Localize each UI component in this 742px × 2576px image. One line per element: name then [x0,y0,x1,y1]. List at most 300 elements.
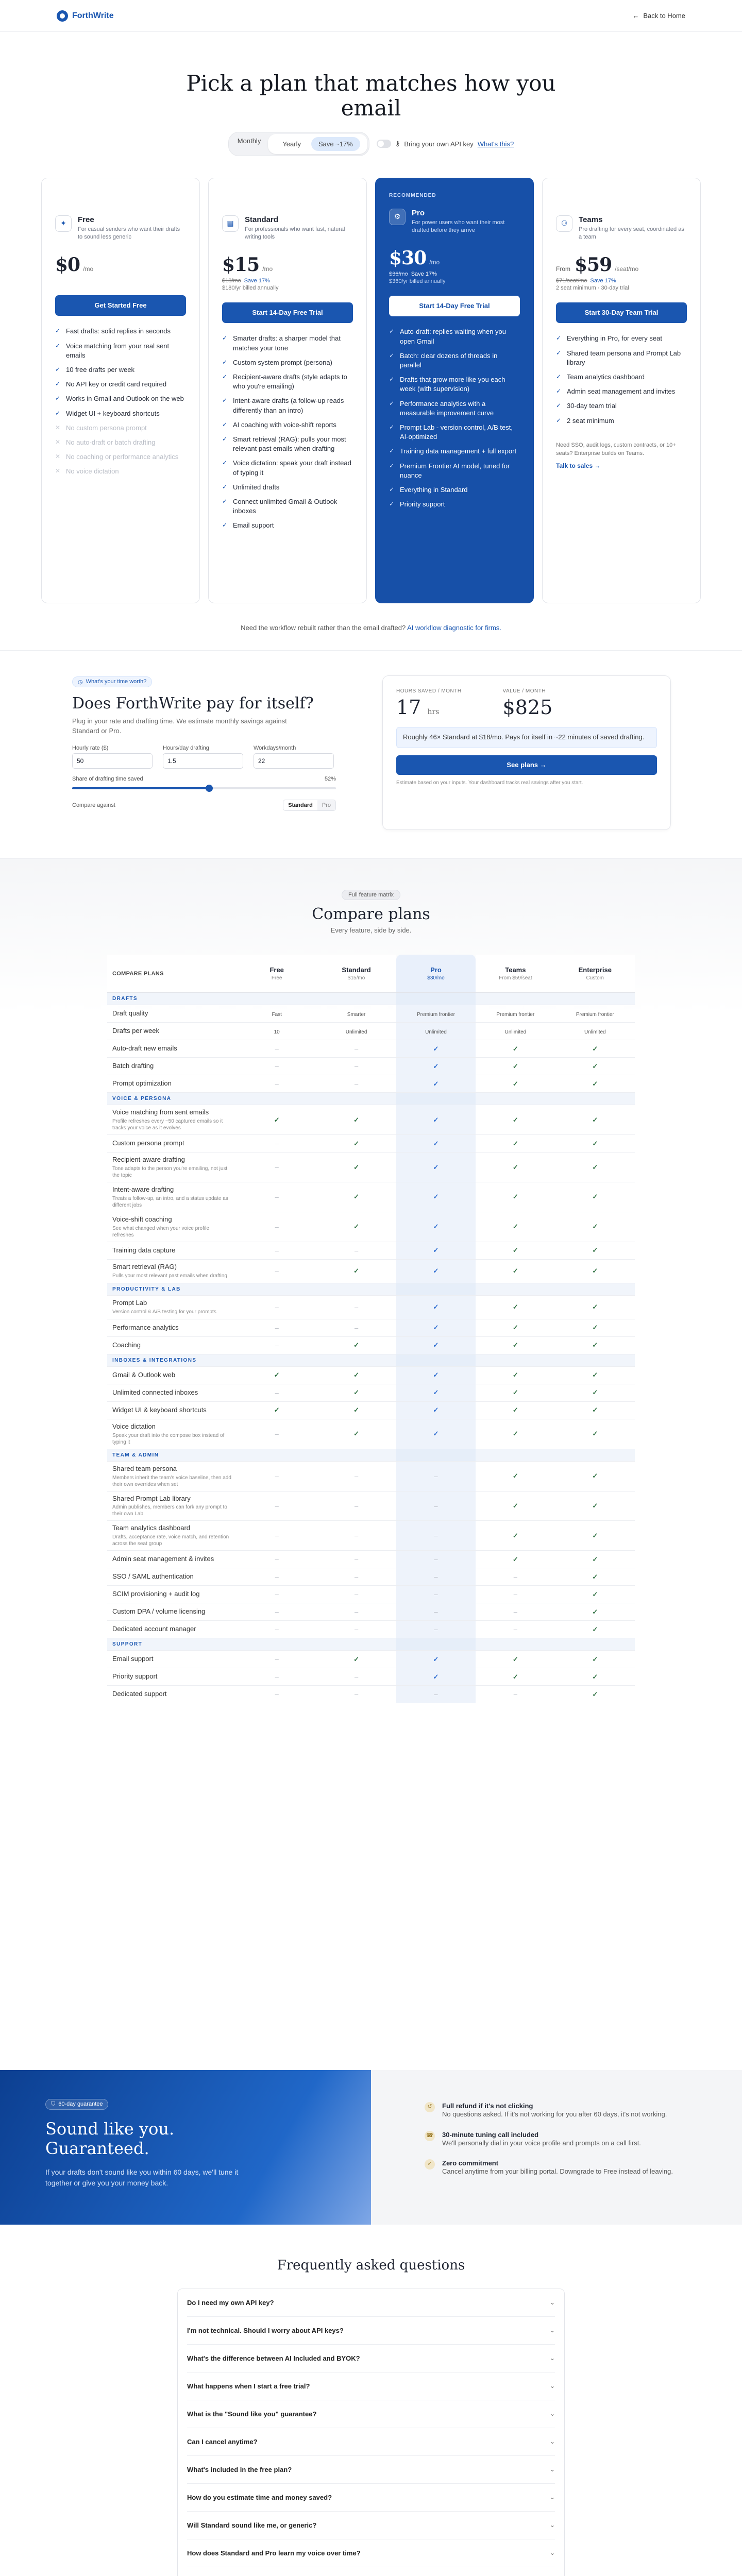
roi-field-label: Hourly rate ($) [72,745,109,752]
plan-cta-free[interactable]: Get Started Free [55,295,186,316]
talk-to-sales-link[interactable]: Talk to sales → [556,462,601,469]
roi-lead: Plug in your rate and drafting time. We estimate monthly savings against Standard or Pro. [72,717,287,735]
key-icon: ⚷ [395,140,400,148]
feature-item [389,420,520,444]
value-cell [555,1568,635,1586]
check-icon: ✓ [433,1163,439,1171]
value-cell [316,1568,396,1586]
faq-list [177,2289,565,2576]
plan-cards [0,178,742,603]
feature-name: Coaching [112,1341,141,1349]
hours-saved-stat [396,688,462,719]
feature-item [222,394,353,417]
value-cell [237,1075,316,1093]
check-icon: ✓ [512,1672,518,1681]
feature-name: Batch drafting [112,1062,154,1070]
dash-icon: – [275,1267,279,1275]
dash-icon: – [275,1303,279,1311]
value-cell [316,1182,396,1212]
faq-item[interactable] [187,2372,555,2400]
check-icon: ✓ [592,1625,598,1633]
value-cell [316,1366,396,1384]
dash-icon: – [275,1140,279,1148]
value-cell [476,1568,555,1586]
feature-item [389,372,520,396]
dash-icon: – [354,1590,359,1599]
faq-item[interactable] [187,2567,555,2576]
value-cell [316,1651,396,1668]
feature-name: Custom DPA / volume licensing [112,1607,206,1616]
feature-description: Tone adapts to the person you're emailing, not just the topic [112,1166,228,1179]
category-cell [237,1093,316,1105]
value-cell [396,1212,476,1242]
plan-name: Pro [412,208,425,217]
value-cell [555,1319,635,1336]
category-cell [316,1449,396,1461]
feature-text: 2 seat minimum [567,416,614,425]
feature-text: Premium Frontier AI model, tuned for nuance [400,462,510,479]
chevron-down-icon: ⌄ [549,2327,555,2334]
check-icon: ✓ [592,1371,598,1379]
dash-icon: – [275,1590,279,1599]
dash-icon: – [275,1193,279,1201]
feature-item [556,399,687,413]
table-row [107,1058,635,1075]
plan-card-pro [375,178,534,603]
check-icon: ✓ [353,1267,360,1275]
value-text: Smarter [347,1012,366,1018]
feature-name: Team analytics dashboard [112,1524,191,1532]
feature-cell [107,1023,237,1040]
x-icon: ✕ [55,438,61,446]
feature-text: No API key or credit card required [66,380,167,388]
faq-question: I'm not technical. Should I worry about API keys? [187,2326,344,2334]
byok-help-link[interactable]: What's this? [477,140,514,148]
feature-text: Connect unlimited Gmail & Outlook inboxes [233,497,338,515]
dash-icon: – [275,1430,279,1438]
check-icon: ✓ [592,1115,598,1124]
check-icon: ✓ [433,1406,439,1414]
dash-icon: – [434,1532,438,1540]
hours-saved-number: 17 [396,696,421,719]
feature-cell [107,1366,237,1384]
faq-question: What is the "Sound like you" guarantee? [187,2410,317,2418]
recommended-badge: RECOMMENDED [389,192,436,198]
check-icon: ✓ [222,521,228,529]
byok-switch[interactable] [377,140,391,148]
billing-toggle [228,132,369,156]
value-cell [555,1401,635,1419]
clock-icon: ◷ [78,679,83,685]
compare-col-name: Teams [505,966,526,974]
dash-icon: – [354,1045,359,1053]
value-cell [237,1568,316,1586]
price-compare [556,278,687,284]
value-text: Unlimited [504,1029,527,1036]
faq-item[interactable] [187,2289,555,2317]
category-cell [237,1449,316,1461]
check-icon: ✓ [512,1341,518,1349]
value-cell [316,1135,396,1153]
category-cell [237,1638,316,1651]
value-cell [555,1336,635,1354]
feature-item [389,497,520,512]
plan-title-block [245,215,353,241]
category-cell [476,1638,555,1651]
dash-icon: – [275,1625,279,1634]
feature-name: Dedicated support [112,1690,167,1698]
enterprise-note: Need SSO, audit logs, custom contracts, or 10+ seats? Enterprise builds on Teams. [556,442,676,456]
value-cell [555,1040,635,1058]
value-cell [396,1319,476,1336]
value-cell [555,1461,635,1491]
check-icon: ✓ [353,1139,360,1147]
table-row [107,1651,635,1668]
faq-item[interactable] [187,2539,555,2567]
value-cell [555,1551,635,1568]
hours-unit: hrs [427,707,440,716]
value-cell [396,1259,476,1283]
faq-question: How does Standard and Pro learn my voice over time? [187,2549,361,2557]
value-cell [237,1491,316,1521]
feature-name: Training data capture [112,1246,176,1254]
dash-icon: – [275,1223,279,1231]
value-cell [555,1686,635,1703]
plan-header [556,215,687,241]
value-cell [476,1401,555,1419]
dash-icon: – [275,1062,279,1071]
value-cell [316,1319,396,1336]
faq-item[interactable] [187,2428,555,2456]
value-cell [237,1295,316,1319]
feature-item [389,397,520,420]
roi-footnote: Estimate based on your inputs. Your dashboard tracks real savings after you start. [396,779,583,786]
value-cell [476,1336,555,1354]
category-cell [555,1093,635,1105]
value-cell [555,1366,635,1384]
table-row [107,1551,635,1568]
value-cell [316,1153,396,1182]
feature-cell [107,1259,237,1283]
value-cell [396,1336,476,1354]
faq-item[interactable] [187,2512,555,2539]
value-cell [316,1058,396,1075]
check-icon: ✓ [592,1502,598,1510]
check-icon: ✓ [592,1406,598,1414]
check-icon: ✓ [592,1388,598,1397]
feature-text: AI coaching with voice-shift reports [233,420,336,429]
value-cell [316,1603,396,1621]
feature-name: Prompt Lab [112,1299,147,1307]
check-icon: ✓ [433,1267,439,1275]
dash-icon: – [513,1573,517,1581]
feature-cell [107,1135,237,1153]
roi-input-3[interactable]: 22 [254,753,334,769]
compare-pro-option[interactable]: Pro [317,800,335,810]
feature-text: Admin seat management and invites [567,387,676,396]
value-cell [316,1668,396,1686]
dash-icon: – [354,1080,359,1088]
value-text: Fast [272,1012,282,1018]
check-icon: ✓ [512,1388,518,1397]
feature-text: Smarter drafts: a sharper model that matches your tone [233,334,341,352]
plan-cta-standard[interactable]: Start 14-Day Free Trial [222,302,353,323]
plan-title-block [78,215,186,241]
check-icon: ✓ [389,328,395,335]
check-icon: ✓ [592,1531,598,1539]
value-cell [316,1461,396,1491]
roi-message: Roughly 46× Standard at $18/mo. Pays for itself in ~22 minutes of saved drafting. [396,727,657,748]
roi-field-label: Workdays/month [254,745,296,752]
check-icon: ✓ [512,1472,518,1480]
roi-input-1[interactable]: 50 [72,753,153,769]
share-slider[interactable] [72,787,336,789]
byok-control [377,140,514,148]
category-label: SUPPORT [107,1638,237,1651]
table-row [107,1621,635,1638]
monthly-option[interactable]: Monthly [237,137,261,145]
feature-name: Gmail & Outlook web [112,1370,176,1379]
feature-description: Speak your draft into the compose box instead of typing it [112,1432,225,1445]
guarantee-text [442,2131,684,2148]
compare-standard-option[interactable]: Standard [283,800,317,810]
feature-item [55,435,186,450]
check-icon: ✓ [512,1062,518,1070]
feature-text: Intent-aware drafts (a follow-up reads differently than an intro) [233,397,344,414]
feature-text: No custom persona prompt [66,423,147,432]
plan-features [55,324,186,479]
feature-cell [107,1242,237,1259]
feature-cell [107,1461,237,1491]
value-cell [476,1040,555,1058]
value-cell [316,1521,396,1551]
roi-result-card [382,675,671,830]
check-icon: ✓ [556,416,562,424]
category-cell [316,1093,396,1105]
value-cell [237,1023,316,1040]
plan-features [389,325,520,512]
check-icon: ✓ [433,1246,439,1255]
category-cell [396,1638,476,1651]
price-row [55,254,186,276]
table-row [107,1135,635,1153]
price-from: From [556,265,570,273]
value-cell [396,1401,476,1419]
value-cell [316,1005,396,1023]
original-price: $71/seat/mo [556,278,587,284]
category-cell [316,993,396,1005]
category-cell [555,1638,635,1651]
chevron-down-icon: ⌄ [549,2382,555,2390]
value-cell [316,1212,396,1242]
table-row [107,1182,635,1212]
faq-item[interactable] [187,2484,555,2512]
feature-item [222,418,353,432]
compare-category-row [107,1638,635,1651]
value-cell [476,1182,555,1212]
faq-question: Do I need my own API key? [187,2298,274,2307]
value-cell [316,1075,396,1093]
value-cell [396,1242,476,1259]
compare-col-price: $15/mo [347,975,365,981]
feature-cell [107,1551,237,1568]
value-cell [237,1242,316,1259]
plan-tagline: For power users who want their most drafted before they arrive [412,219,505,233]
feature-item [222,495,353,518]
save-badge: Save ~17% [311,137,360,151]
guarantee-text [442,2159,684,2177]
chevron-down-icon: ⌄ [549,2299,555,2307]
check-icon: ✓ [433,1044,439,1053]
feature-text: Drafts that grow more like you each week (with supervision) [400,376,505,393]
value-cell [555,1023,635,1040]
value-cell [237,1603,316,1621]
see-plans-button[interactable]: See plans → [396,755,657,775]
check-icon: ✓ [433,1115,439,1124]
feature-text: Unlimited drafts [233,483,280,491]
top-bar [0,0,742,32]
value-cell [396,1686,476,1703]
page-title: Pick a plan that matches how you email [186,71,556,121]
yearly-option[interactable] [268,134,367,154]
compare-col-name: Pro [430,966,442,974]
value-cell [476,1319,555,1336]
guarantee-item [425,2159,742,2177]
category-cell [396,1354,476,1366]
guarantee-icon: ↺ [425,2102,435,2112]
feature-text: Training data management + full export [400,447,517,455]
check-icon: ✓ [389,447,395,455]
savings-label: Save 17% [244,278,270,284]
value-cell [555,1212,635,1242]
feature-name: Custom persona prompt [112,1139,184,1147]
compare-title: Compare plans [312,905,430,923]
table-row [107,1401,635,1419]
value-cell [237,1668,316,1686]
slider-handle[interactable] [206,785,213,792]
value-cell [396,1461,476,1491]
table-row [107,1461,635,1491]
check-icon: ✓ [222,373,228,380]
dash-icon: – [275,1246,279,1255]
roi-input-2[interactable]: 1.5 [163,753,243,769]
faq-item[interactable] [187,2400,555,2428]
workflow-diagnostic-link[interactable]: AI workflow diagnostic for firms. [407,623,501,632]
guarantee-item-text: Cancel anytime from your billing portal. Downgrade to Free instead of leaving. [442,2167,673,2176]
check-icon: ✓ [274,1115,280,1124]
check-icon: ✓ [433,1655,439,1663]
check-icon: ✓ [222,420,228,428]
roi-field [163,745,243,769]
price-row [389,247,520,269]
dash-icon: – [354,1062,359,1071]
guarantee-item-title: Full refund if it's not clicking [442,2102,533,2110]
roi-chip-label: What's your time worth? [86,679,147,685]
feature-item [55,339,186,363]
check-icon: ✓ [222,334,228,342]
faq-question: Can I cancel anytime? [187,2437,258,2446]
faq-item[interactable] [187,2456,555,2484]
chevron-down-icon: ⌄ [549,2494,555,2501]
feature-text: Smart retrieval (RAG): pulls your most relevant past emails when drafting [233,435,346,453]
feature-text: Custom system prompt (persona) [233,358,332,366]
table-row [107,1319,635,1336]
category-cell [316,1638,396,1651]
faq-title: Frequently asked questions [277,2257,465,2273]
back-home-link[interactable] [632,12,685,20]
compare-col-standard [316,955,396,993]
workflow-note [0,624,742,632]
plan-cta-teams[interactable]: Start 30-Day Team Trial [556,302,687,323]
check-icon: ✓ [433,1079,439,1088]
faq-question: How do you estimate time and money saved? [187,2493,332,2501]
faq-item[interactable] [187,2345,555,2372]
value-cell [316,1242,396,1259]
value-text: Unlimited [425,1029,447,1036]
table-row [107,1023,635,1040]
category-label: VOICE & PERSONA [107,1093,237,1105]
value-cell [237,1319,316,1336]
check-icon: ✓ [556,349,562,357]
feature-name: Unlimited connected inboxes [112,1388,198,1396]
plan-header [389,209,520,234]
check-icon: ✓ [353,1115,360,1124]
value-cell [237,1366,316,1384]
value-text: Premium frontier [417,1012,455,1018]
check-icon: ✓ [433,1672,439,1681]
value-cell [396,1586,476,1603]
value-cell [396,1551,476,1568]
check-icon: ✓ [433,1430,439,1438]
value-cell [555,1586,635,1603]
compare-col-price: Custom [586,975,604,981]
dash-icon: – [354,1472,359,1480]
faq-question: What's the difference between AI Included and BYOK? [187,2354,360,2362]
dash-icon: – [513,1625,517,1634]
billing-note: $180/yr billed annually [222,285,279,292]
check-icon: ✓ [556,373,562,380]
compare-col-free [237,955,316,993]
category-cell [476,993,555,1005]
chevron-down-icon: ⌄ [549,2466,555,2473]
plan-title-block [412,209,520,234]
table-row [107,1568,635,1586]
savings-label: Save 17% [411,271,437,278]
table-row [107,1336,635,1354]
compare-col-price: From $59/seat [499,975,532,981]
feature-name: Dedicated account manager [112,1625,196,1633]
feature-text: No coaching or performance analytics [66,453,179,461]
plan-cta-pro[interactable]: Start 14-Day Free Trial [389,296,520,316]
check-icon: ✓ [592,1062,598,1070]
feature-description: Pulls your most relevant past emails when drafting [112,1273,227,1279]
check-icon: ✓ [512,1267,518,1275]
feature-name: Admin seat management & invites [112,1555,214,1563]
guarantee-item-title: Zero commitment [442,2159,499,2167]
dash-icon: – [275,1655,279,1664]
value-cell [476,1603,555,1621]
faq-item[interactable] [187,2317,555,2345]
value-cell [555,1603,635,1621]
feature-text: Works in Gmail and Outlook on the web [66,395,184,403]
table-row [107,1153,635,1182]
feature-name: Draft quality [112,1009,148,1018]
value-cell [476,1058,555,1075]
byok-label: Bring your own API key [404,140,474,148]
check-icon: ✓ [55,395,61,402]
brand-logo[interactable] [57,10,114,22]
check-icon: ✓ [55,409,61,417]
